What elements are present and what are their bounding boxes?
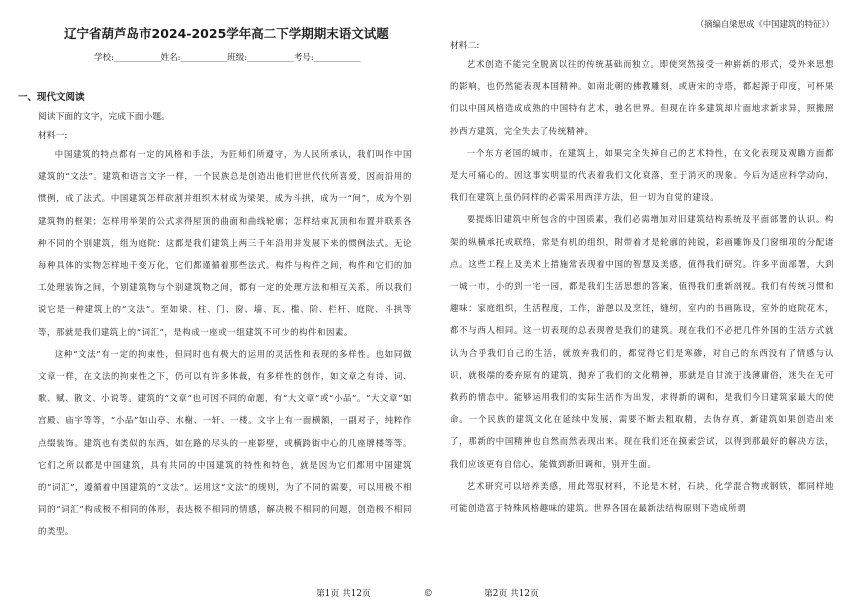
source-note: （摘编自梁思成《中国建筑的特征》）: [695, 19, 834, 29]
material-one-paragraph: 中国建筑的特点都有一定的风格和手法，为匠师们所遵守，为人民所承认，我们叫作中国建筑的“文法”。建筑和语言文字一样，一个民族总是创造出他们世世代代所喜爱，因而沿用的惯例，成了法式。中国建筑怎样砍割并组织木材成为梁架，成为斗拱，成为一“间”，成为个别建筑物的框架；怎样用举架的公式求得屋顶的曲面和曲线轮廓；怎样结束瓦顶和布置并联系各种不同的个别建筑，组为庭院：这都是我们建筑上两三千年沿用并发展下来的惯例法式。无论每种具体的实物怎样地千变万化，它们都谨循着那些法式。构件与构件之间，构件和它们的加工处理装饰之间，个别建筑物与个别建筑物之间，都有一定的处理方法和相互关系，所以我们说它是一种建筑上的“文法”。至如梁、柱、门、窗、墙、瓦、槛、阶、栏杆、庭院、斗拱等等，那就是我们建筑上的“词汇”，是构成一座或一组建筑不可少的构件和因素。: [38, 149, 412, 337]
student-info-line: 学校:___________姓名:___________班级:___________考号:___________: [94, 53, 361, 63]
page-number-left: 第1页 共12页: [316, 589, 371, 599]
material-two-paragraph: 要提炼旧建筑中所包含的中国质素，我们必需增加对旧建筑结构系统及平面部署的认识。构架的纵横承托或联络，常是有机的组织，附带着才是轮廓的钝锐，彩画雕饰及门窗细项的分配诸点。这些工程上及美术上措施常表现着中国的智慧及美感，值得我们研究。许多平面部署，大到一城一市，小的到一宅一园，都是我们生活思想的答案，值得我们重新剖视。我们有传统习惯和趣味：家庭组织，生活程度，工作，游憩以及烹饪，缝纫，室内的书画陈设，室外的庭院花木，都不与西人相同。这一切表现的总表现曾是我们的建筑。现在我们不必把几件外国的生活方式就认为合乎我们自己的生活，就放弃我们的，都觉得它们是寒碜，对自己的东西没有了情感与认识，就极端的委弃原有的建筑，抛弃了我们的文化精神，那就是自甘流于浅薄庸俗，迷失在无可救药的情态中。能够运用我们的实际生活作为出发，求得新的调和，是我们今日建筑家最大的使命。一个民族的建筑文化在延续中发展，需要不断去粗取精，去伪存真，新建筑如果创造出来了，那新的中国精神也自然而然表现出来。现在我们还在摸索尝试，以得到那最好的解决方法，我们应该更有自信心，能做到新旧调和，别开生面。: [450, 214, 834, 469]
reading-instruction: 阅读下面的文字，完成下面小题。: [38, 112, 170, 122]
page-number-right: 第2页 共12页: [484, 589, 539, 599]
material-one-paragraph: 这种“文法”有一定的拘束性，但同时也有极大的运用的灵活性和表现的多样性。也如同做文章一样，在文法的拘束性之下，仍可以有许多体裁，有多样性的创作，如文章之有诗、词、歌、赋、散文、小说等。建筑的“文章”也可因不同的命题，有“大文章”或“小品”。“大文章”如宫殿、庙宇等等，“小品”如山亭、水榭、一轩、一楼。文字上有一面横额，一副对子，纯粹作点缀装饰。建筑也有类似的东西，如在路的尽头的一座影壁，或横跨街中心的几座牌楼等等。它们之所以都是中国建筑，具有共同的中国建筑的特性和特色，就是因为它们都用中国建筑的“词汇”，遵循着中国建筑的“文法”。运用这“文法”的规则，为了不同的需要，可以用极不相同的“词汇”构成极不相同的体形，表达极不相同的情感，解决极不相同的问题，创造极不相同的类型。: [38, 348, 412, 537]
footer-copyright-symbol: ©: [424, 589, 433, 599]
material-two-paragraph: 艺术创造不能完全脱离以往的传统基础而独立。即使突然接受一种崭新的形式，受外来思想的影响，也仍然能表现本国精神。如南北朝的佛教雕刻，或唐宋的寺塔，都起源于印度，可杯果们以中国风格造成成熟的中国特有艺术，驰名世界。但现在许多建筑却片面地求新求异，照搬照抄西方建筑，完全失去了传统精神。: [450, 59, 834, 136]
material-two-title: 材料二:: [450, 41, 480, 51]
material-one-title: 材料一:: [38, 131, 68, 141]
section-heading: 一、现代文阅读: [18, 92, 85, 103]
material-two-paragraph: 艺术研究可以培养美感，用此驾驭材料，不论是木材，石块，化学混合物或钢铁，都同样地可能创造富于特殊风格趣味的建筑。世界各国在最新法结构原则下造成所谓: [450, 480, 834, 514]
exam-title: 辽宁省葫芦岛市2024-2025学年高二下学期期末语文试题: [64, 26, 389, 41]
material-two-paragraph: 一个东方老国的城市，在建筑上，如果完全失掉自己的艺术特性，在文化表现及观瞻方面都是大可痛心的。因这事实明显的代表着我们文化衰落，至于消灭的现象。今后为适应科学动向，我们在建筑上虽仍同样的必需采用西洋方法，但一切为自觉的建设。: [450, 147, 834, 203]
right-page: [430, 0, 860, 607]
